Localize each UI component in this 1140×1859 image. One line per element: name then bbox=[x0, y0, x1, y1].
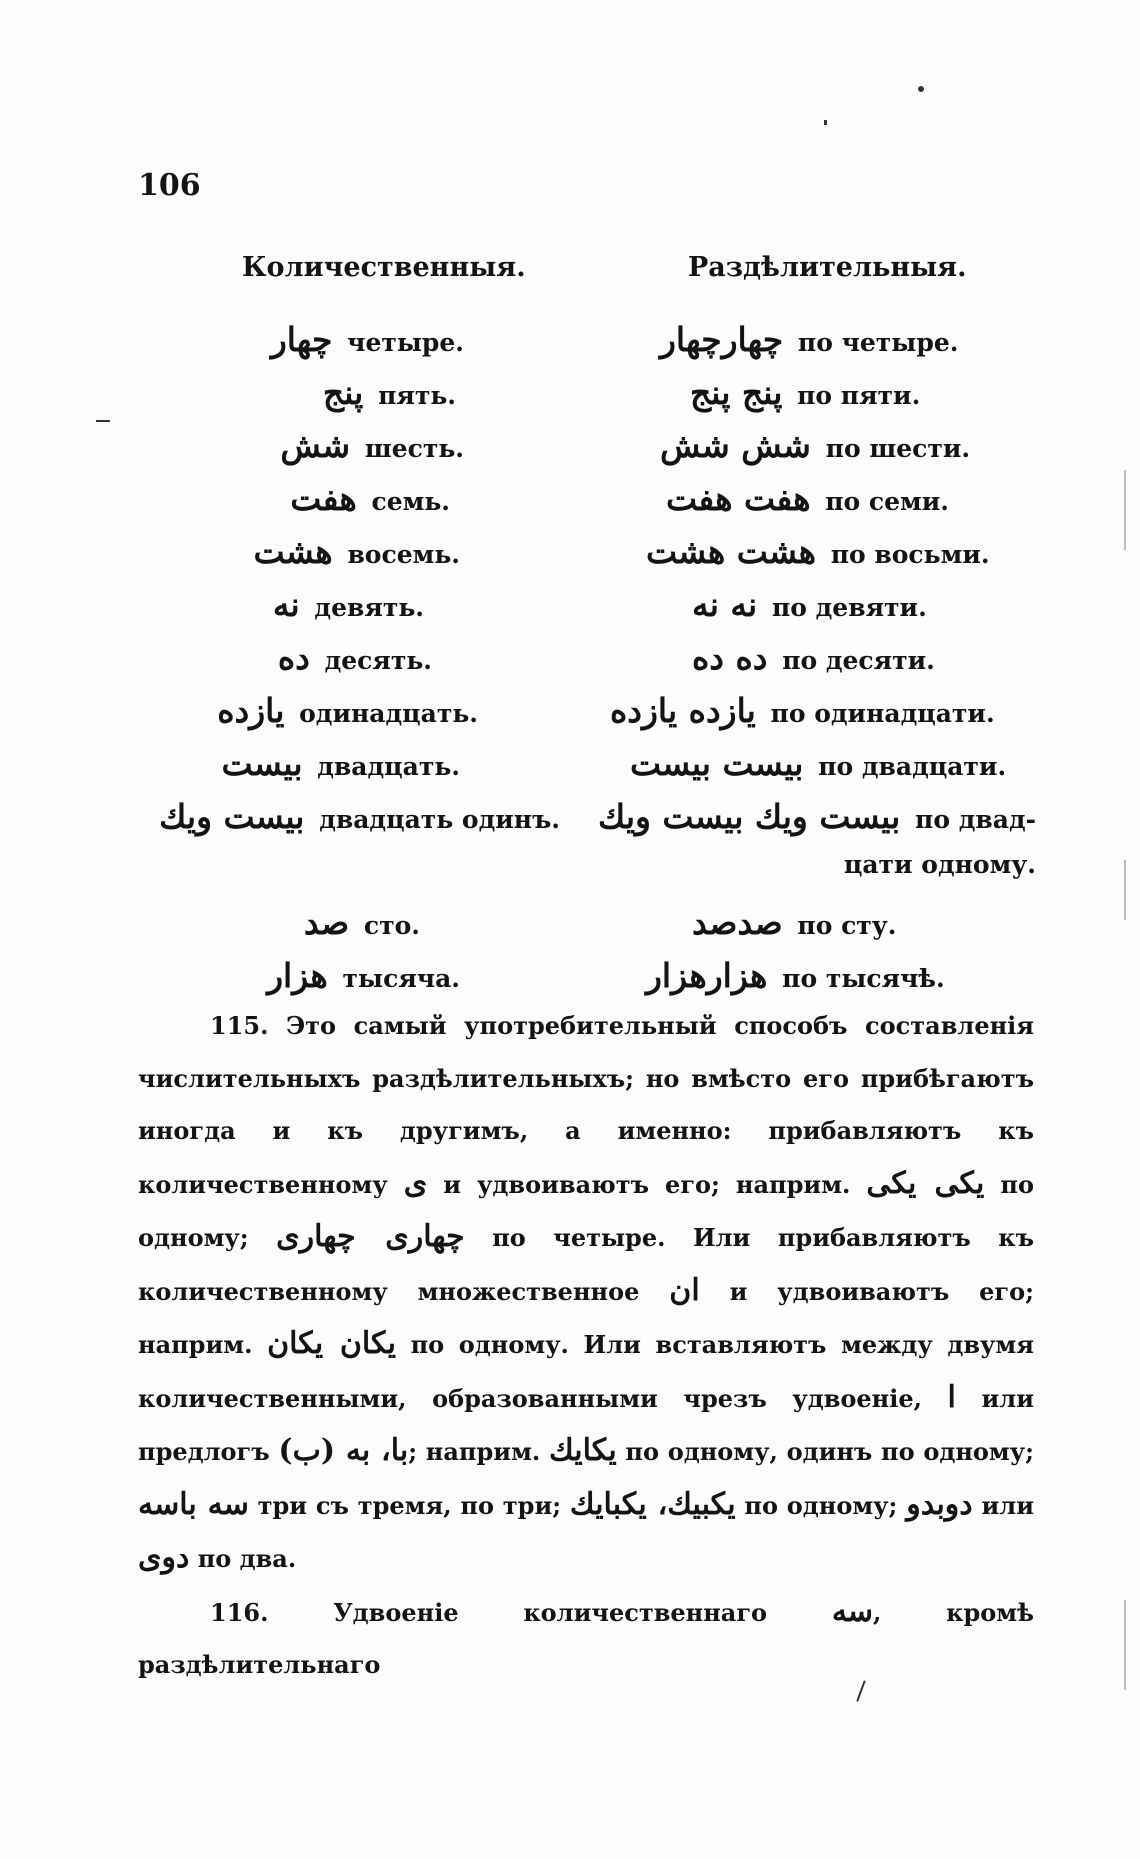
cardinal-arabic: چهار bbox=[270, 320, 333, 359]
arabic-run: يكايك bbox=[549, 1433, 617, 1468]
arabic-run: چهارى چهارى bbox=[276, 1219, 465, 1254]
cardinal-russian: девять. bbox=[314, 593, 424, 622]
distributive-arabic: هفت هفت bbox=[666, 479, 811, 518]
cardinal-entry bbox=[253, 532, 460, 571]
cardinal-russian: одинадцать. bbox=[299, 699, 478, 728]
text-run: Удвоеніе количественнаго bbox=[333, 1597, 768, 1627]
arabic-run: يكى يكى bbox=[866, 1165, 985, 1201]
arabic-run: يكان يكان bbox=[267, 1326, 396, 1361]
text-run: и удвоиваютъ его; наприм. bbox=[138, 1276, 1035, 1359]
distributive-arabic: بيست ويك بيست ويك bbox=[598, 797, 901, 836]
cardinal-russian: сто. bbox=[363, 911, 420, 940]
cardinal-arabic: هفت bbox=[290, 479, 357, 518]
distributive-arabic: صدصد bbox=[692, 903, 783, 942]
cardinal-arabic: هشت bbox=[253, 532, 333, 571]
paragraph-115 bbox=[138, 1000, 1034, 1586]
distributive-russian: по тысячѣ. bbox=[782, 964, 945, 993]
distributive-russian: по пяти. bbox=[797, 381, 921, 410]
cardinal-russian: семь. bbox=[371, 487, 450, 516]
distributive-entry bbox=[646, 532, 990, 571]
distributive-arabic: پنج پنج bbox=[690, 373, 783, 412]
distributive-russian: по семи. bbox=[825, 487, 949, 516]
distributive-entry bbox=[692, 638, 935, 677]
cardinal-russian: шесть. bbox=[364, 434, 464, 463]
text-run: по два. bbox=[197, 1544, 297, 1573]
cardinal-entry bbox=[280, 426, 464, 465]
distributive-russian: по шести. bbox=[825, 434, 971, 463]
arabic-run: سه bbox=[831, 1593, 874, 1629]
distributive-arabic: نه نه bbox=[692, 585, 758, 624]
cardinal-arabic: بيست ويك bbox=[159, 797, 305, 836]
distributive-entry bbox=[666, 479, 949, 518]
distributive-entry bbox=[610, 691, 995, 730]
text-run: или предлогъ bbox=[138, 1383, 1034, 1466]
text-run: , кромѣ раздѣлительнаго bbox=[138, 1597, 1034, 1679]
cardinal-arabic: شش bbox=[280, 426, 351, 465]
paragraph-number: 116. bbox=[210, 1597, 269, 1627]
distributive-arabic: بيست بيست bbox=[630, 744, 804, 783]
cardinal-arabic: بيست bbox=[221, 744, 303, 783]
arabic-run: ا bbox=[947, 1379, 956, 1415]
text-run: по четыре. Или прибавляютъ къ количественному множественное bbox=[138, 1223, 1035, 1306]
text-run: или bbox=[981, 1490, 1034, 1520]
distributive-russian: по двад- bbox=[915, 805, 1036, 834]
cardinal-entry bbox=[273, 585, 424, 624]
text-run: и удвоиваютъ его; наприм. bbox=[443, 1169, 851, 1199]
cardinal-arabic: هزار bbox=[267, 956, 328, 995]
page-number: 106 bbox=[138, 168, 201, 203]
distributive-russian: по одинадцати. bbox=[770, 699, 995, 728]
arabic-run: ى bbox=[403, 1165, 428, 1201]
text-run: по одному. Или вставляютъ между двумя количественными, образованными чрезъ удвоеніе, bbox=[138, 1330, 1034, 1413]
distributive-arabic: ده ده bbox=[692, 638, 768, 677]
paragraph-number: 115. bbox=[210, 1011, 269, 1040]
distributive-arabic: شش شش bbox=[660, 426, 811, 465]
text-run: три съ тремя, по три; bbox=[257, 1490, 562, 1520]
text-run: ; наприм. bbox=[408, 1437, 541, 1466]
cardinal-entry bbox=[323, 373, 456, 412]
header-distributive: Раздѣлительныя. bbox=[688, 252, 967, 283]
cardinal-entry bbox=[290, 479, 450, 518]
text-run: по одному; bbox=[138, 1169, 1034, 1252]
distributive-entry bbox=[646, 956, 945, 995]
cardinal-entry bbox=[304, 903, 420, 942]
body-text bbox=[138, 1000, 1034, 1692]
distributive-entry bbox=[690, 373, 920, 412]
cardinal-russian: восемь. bbox=[347, 540, 460, 569]
distributive-russian: по десяти. bbox=[782, 646, 935, 675]
cardinal-entry bbox=[278, 638, 432, 677]
distributive-entry bbox=[692, 903, 897, 942]
header-cardinal: Количественныя. bbox=[242, 252, 526, 283]
text-run: по одному; bbox=[744, 1490, 898, 1520]
cardinal-russian: четыре. bbox=[347, 328, 464, 357]
cardinal-russian: двадцать одинъ. bbox=[319, 805, 560, 834]
distributive-russian: по восьми. bbox=[830, 540, 990, 569]
distributive-russian: по девяти. bbox=[771, 593, 927, 622]
arabic-run: دوى bbox=[138, 1540, 190, 1575]
distributive-entry bbox=[660, 426, 970, 465]
arabic-run: يكبيك، يكبايك bbox=[569, 1486, 736, 1522]
text-run: по одному, одинъ по одному; bbox=[625, 1437, 1034, 1466]
cardinal-russian: десять. bbox=[324, 646, 432, 675]
cardinal-arabic: صد bbox=[303, 903, 350, 942]
text-run: Это самый употребительный способъ составленія числительныхъ раздѣлительныхъ; но вмѣсто его прибѣгаютъ иногда и къ другимъ, а именно: прибавляютъ къ количественному bbox=[138, 1011, 1034, 1199]
distributive-russian: по сту. bbox=[797, 911, 897, 940]
distributive-russian: по четыре. bbox=[797, 328, 959, 357]
distributive-russian-continued: цати одному. bbox=[843, 850, 1036, 879]
distributive-russian: по двадцати. bbox=[818, 752, 1007, 781]
cardinal-entry bbox=[159, 797, 560, 836]
distributive-arabic: چهارچهار bbox=[660, 320, 784, 359]
cardinal-arabic: ده bbox=[277, 638, 310, 677]
arabic-run: سه باسه bbox=[138, 1486, 249, 1522]
cardinal-entry bbox=[217, 691, 478, 730]
cardinal-entry bbox=[222, 744, 460, 783]
cardinal-entry bbox=[267, 956, 460, 995]
cardinal-russian: двадцать. bbox=[317, 752, 460, 781]
cardinal-russian: тысяча. bbox=[342, 964, 460, 993]
cardinal-arabic: پنج bbox=[322, 373, 364, 412]
cardinal-entry bbox=[271, 320, 464, 359]
distributive-arabic: هشت هشت bbox=[646, 532, 816, 571]
distributive-entry bbox=[692, 585, 927, 624]
distributive-arabic: هزارهزار bbox=[646, 956, 768, 995]
distributive-entry bbox=[630, 744, 1006, 783]
arabic-run: ان bbox=[669, 1272, 700, 1308]
distributive-entry bbox=[660, 320, 958, 359]
distributive-entry bbox=[598, 797, 1036, 836]
cardinal-arabic: نه bbox=[272, 585, 300, 624]
cardinal-russian: пять. bbox=[378, 381, 456, 410]
distributive-arabic: يازده يازده bbox=[610, 691, 756, 730]
arabic-run: دوبدو bbox=[906, 1486, 973, 1522]
paragraph-116 bbox=[138, 1586, 1034, 1692]
cardinal-arabic: يازده bbox=[217, 691, 285, 730]
arabic-run: با، به (ب) bbox=[278, 1433, 409, 1468]
